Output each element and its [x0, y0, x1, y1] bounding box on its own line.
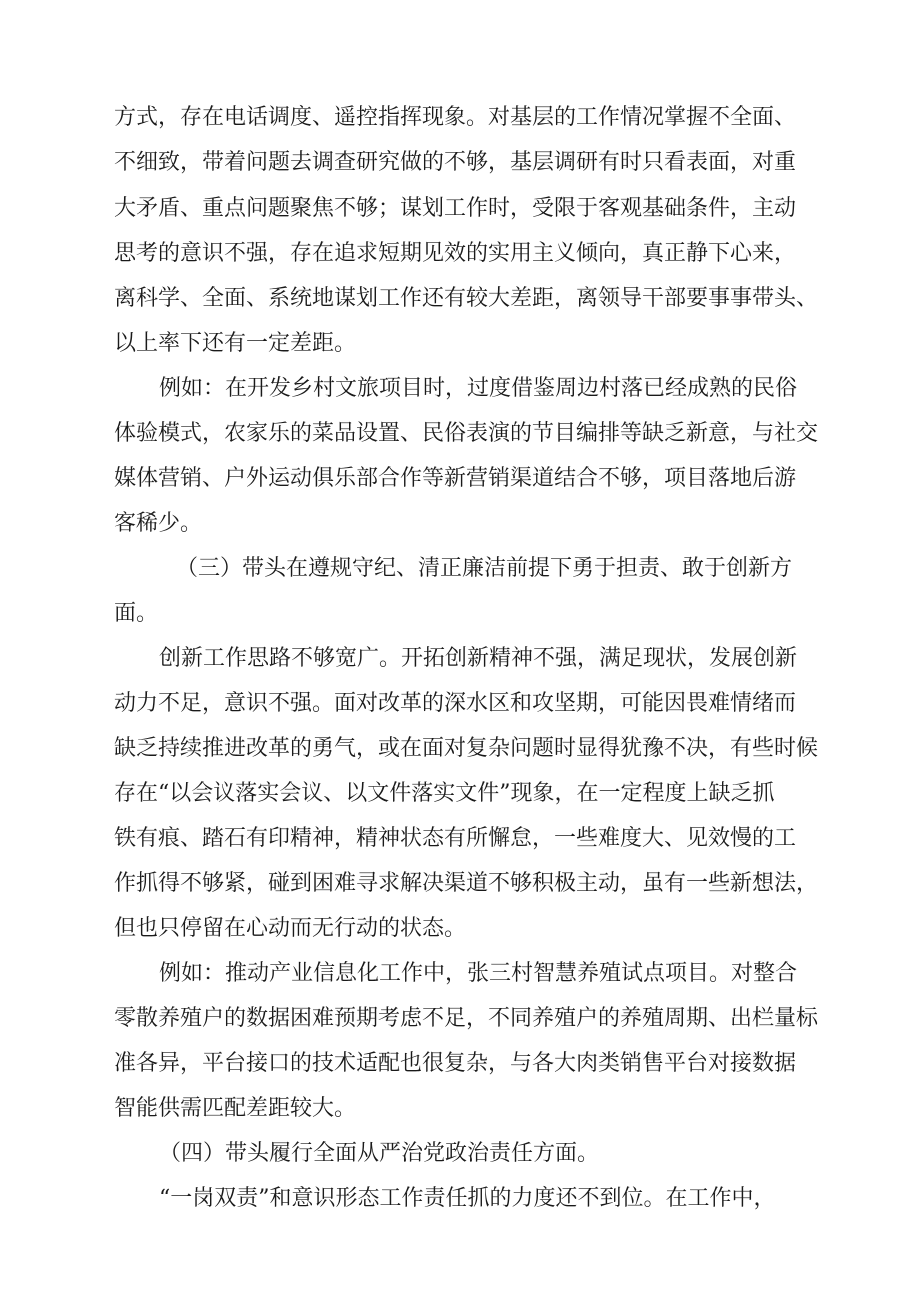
- text-line: 例如：推动产业信息化工作中，张三村智慧养殖试点项目。对整合: [159, 961, 798, 986]
- text-line: 动力不足，意识不强。面对改革的深水区和攻坚期，可能因畏难情绪而: [114, 691, 797, 716]
- text-line: 但也只停留在心动而无行动的状态。: [114, 916, 467, 941]
- text-line: 思考的意识不强，存在追求短期见效的实用主义倾向，真正静下心来，: [114, 241, 797, 266]
- text-line: 不细致，带着问题去调查研究做的不够，基层调研有时只看表面，对重: [114, 150, 797, 175]
- text-line: 离科学、全面、系统地谋划工作还有较大差距，离领导干部要事事带头、: [114, 286, 819, 311]
- text-line: 体验模式，农家乐的菜品设置、民俗表演的节目编排等缺乏新意，与社交: [114, 421, 819, 446]
- text-line: 缺乏持续推进改革的勇气，或在面对复杂问题时显得犹豫不决，有些时候: [114, 736, 819, 761]
- text-line: 零散养殖户的数据困难预期考虑不足，不同养殖户的养殖周期、出栏量标: [114, 1006, 819, 1031]
- text-line: 以上率下还有一定差距。: [114, 331, 357, 356]
- text-line: 存在“以会议落实会议、以文件落实文件”现象，在一定程度上缺乏抓: [114, 781, 775, 806]
- text-line: 智能供需匹配差距较大。: [114, 1096, 357, 1121]
- text-line: 作抓得不够紧，碰到困难寻求解决渠道不够积极主动，虽有一些新想法，: [114, 871, 819, 896]
- text-line: 创新工作思路不够宽广。开拓创新精神不强，满足现状，发展创新: [159, 646, 798, 671]
- section-heading: （三）带头在遵规守纪、清正廉洁前提下勇于担责、敢于创新方: [176, 556, 793, 581]
- text-line: 例如：在开发乡村文旅项目时，过度借鉴周边村落已经成熟的民俗: [159, 376, 798, 401]
- text-line: 媒体营销、户外运动俱乐部合作等新营销渠道结合不够，项目落地后游: [114, 466, 797, 491]
- text-line: “一岗双责”和意识形态工作责任抓的力度还不到位。在工作中，: [159, 1186, 776, 1211]
- text-line: 大矛盾、重点问题聚焦不够；谋划工作时，受限于客观基础条件，主动: [114, 196, 797, 221]
- section-heading: （四）带头履行全面从严治党政治责任方面。: [159, 1141, 600, 1166]
- text-line: 方式，存在电话调度、遥控指挥现象。对基层的工作情况掌握不全面、: [114, 105, 797, 130]
- text-line: 客稀少。: [114, 511, 203, 536]
- text-line: 铁有痕、踏石有印精神，精神状态有所懈怠，一些难度大、见效慢的工: [114, 826, 797, 851]
- section-heading: 面。: [114, 601, 159, 626]
- text-line: 准各异，平台接口的技术适配也很复杂，与各大肉类销售平台对接数据: [114, 1051, 797, 1076]
